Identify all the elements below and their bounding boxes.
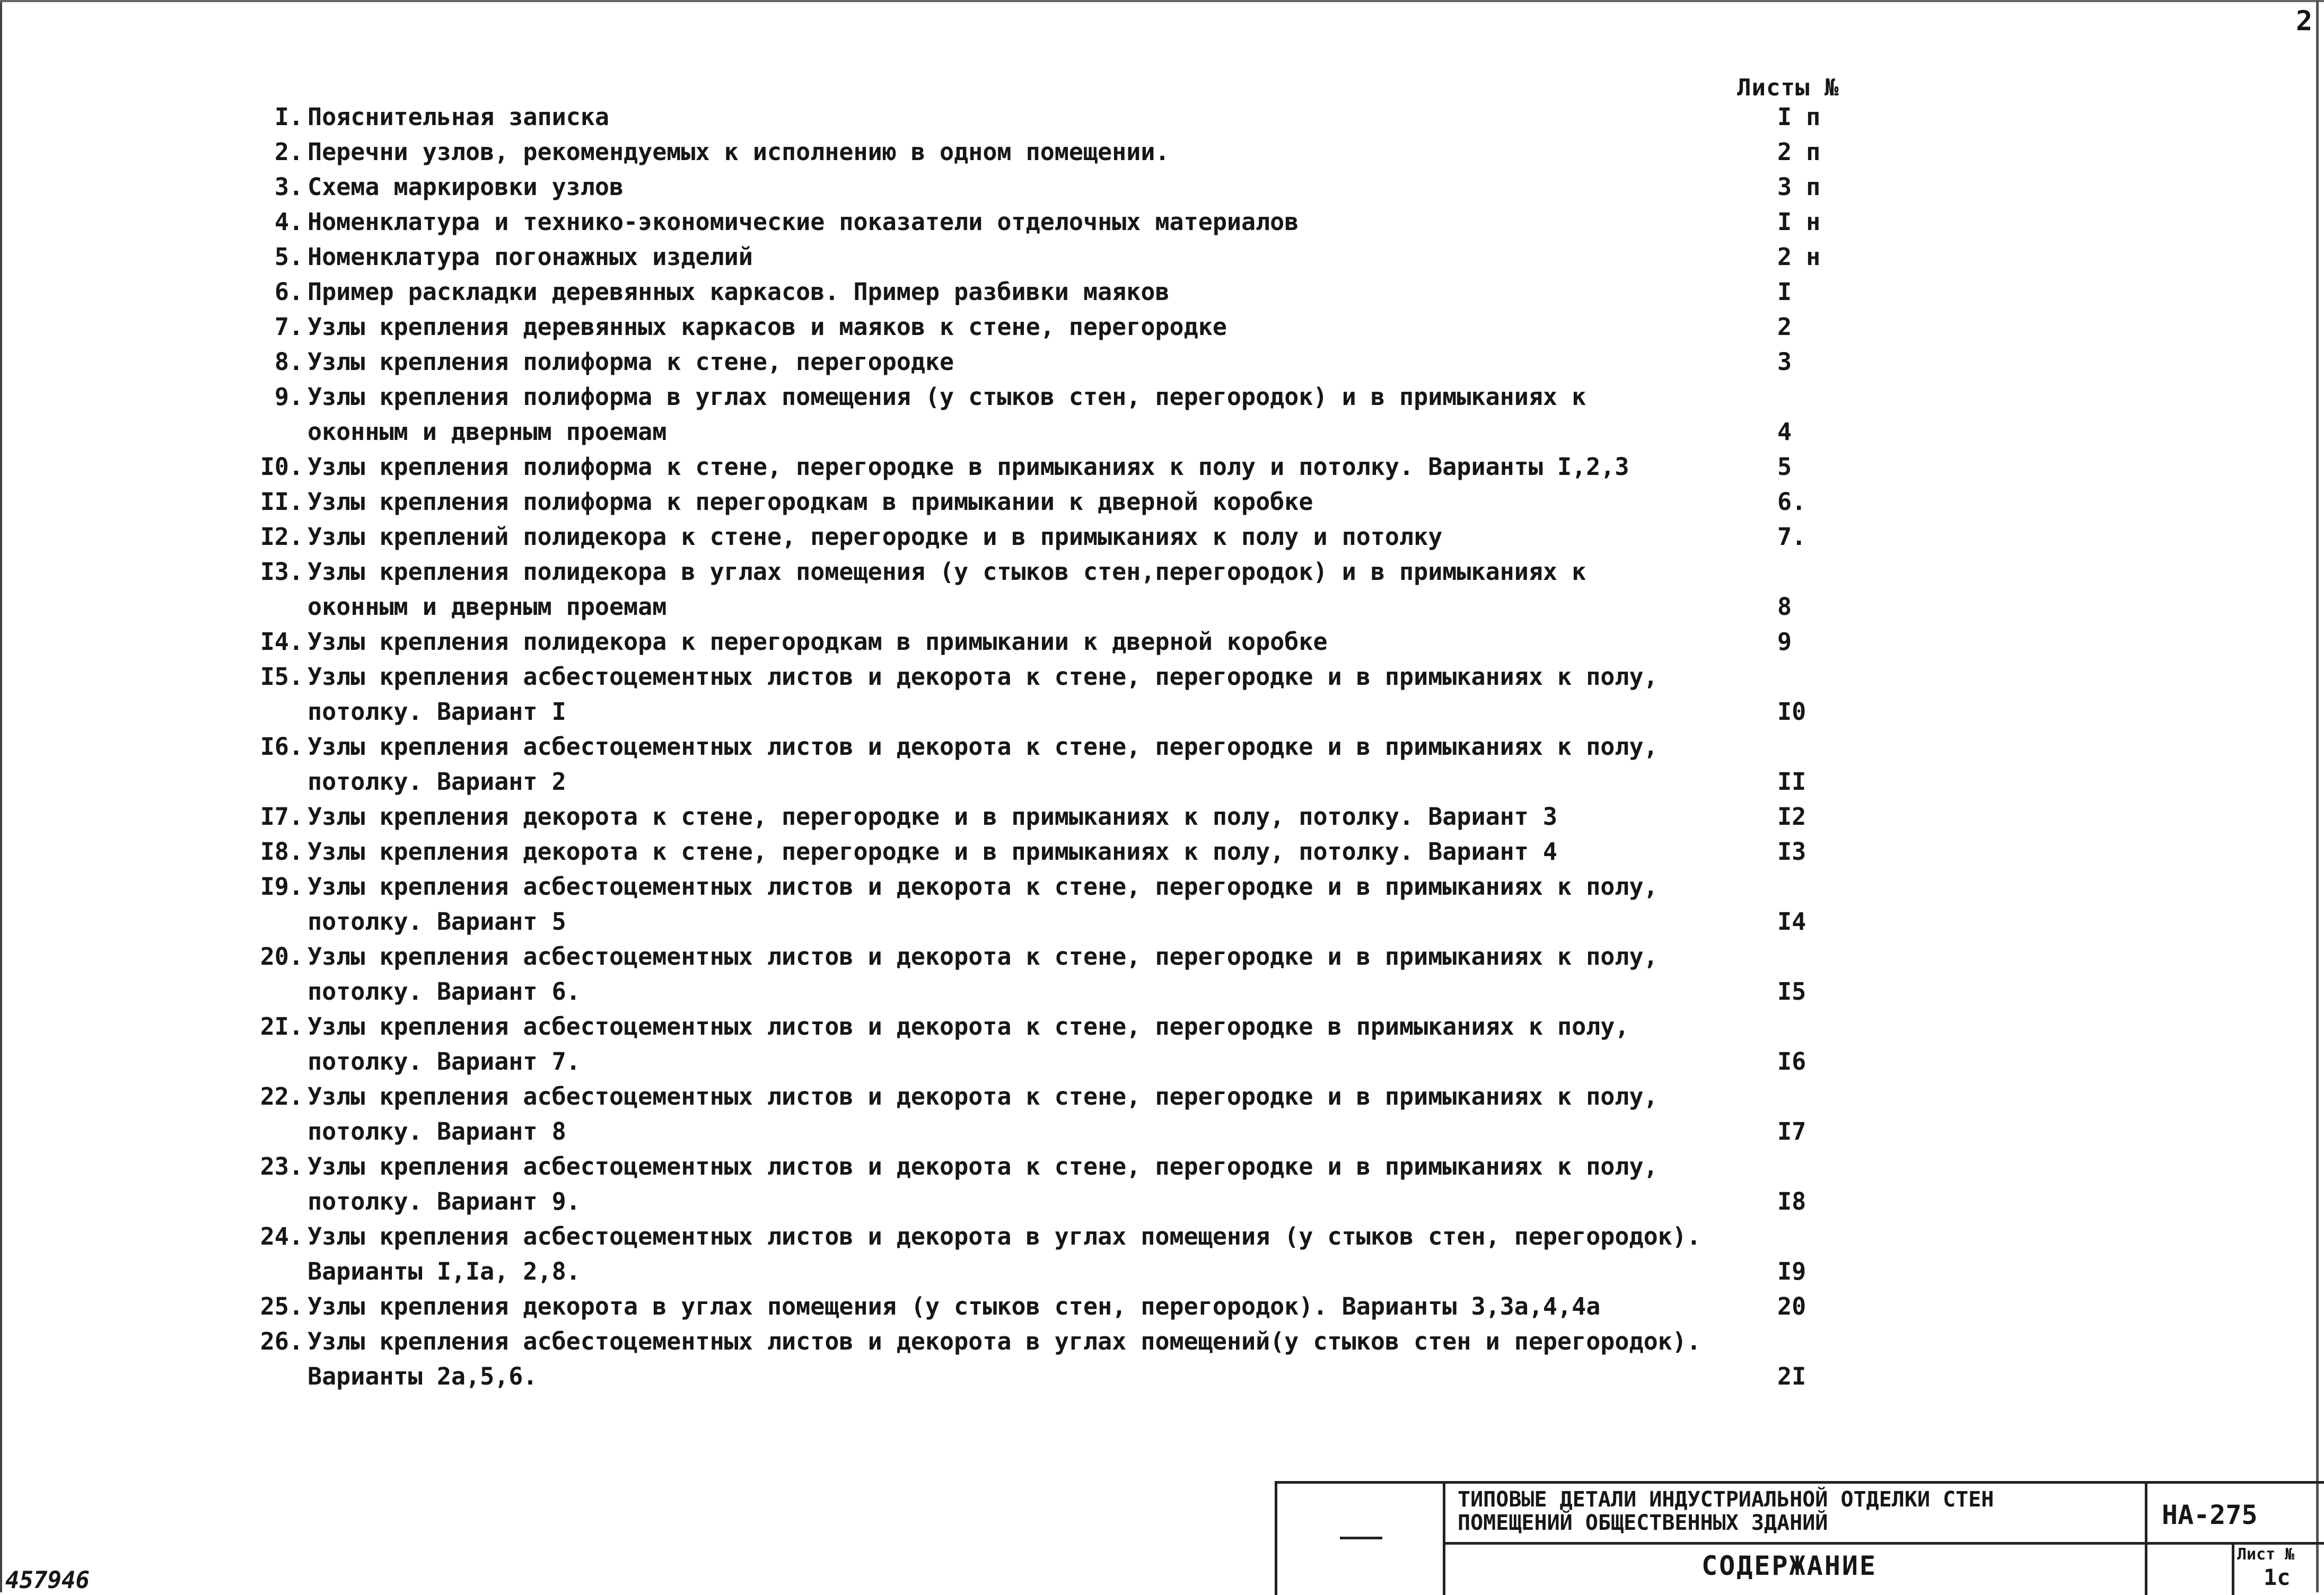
toc-entry-text: потолку. Вариант 8 [308,1117,566,1145]
toc-entry-text: Узлы крепления асбестоцементных листов и декорота к стене, перегородке и в примыканиях к полу, [308,942,1658,971]
toc-entry-number: 2. [274,138,303,166]
toc-entry-text: Пример раскладки деревянных каркасов. Пример разбивки маяков [308,278,1170,306]
toc-entry [223,205,2206,240]
title-block-divider [1443,1542,2324,1545]
toc-entry [223,310,2206,345]
toc-entry-sheet: I0 [1777,698,1806,726]
title-block-title [1458,1488,1994,1535]
toc-entry-sheet: I п [1777,103,1821,131]
frame-border-right [2316,0,2319,1592]
toc-entry-number: I9. [260,873,303,901]
toc-entry-number: I7. [260,803,303,831]
toc-entry-number: 24. [260,1222,303,1250]
toc-entry-sheet: I6 [1777,1047,1806,1076]
toc-entry-number: 8. [274,348,303,376]
toc-entry [223,240,2206,275]
toc-entry-text: Узлы крепления асбестоцементных листов и декорота к стене, перегородке и в примыканиях к полу, [308,1082,1658,1111]
toc-entry-sheet: I2 [1777,803,1806,831]
frame-border-left [0,0,2,1592]
toc-entry-text: потолку. Вариант 9. [308,1187,581,1215]
toc-entry-text: Узлы крепления деревянных каркасов и маяков к стене, перегородке [308,313,1227,341]
toc-entry-text: потолку. Вариант I [308,698,566,726]
toc-entry-text: потолку. Вариант 2 [308,768,566,796]
toc-entry [223,484,2206,519]
toc-entry-number: 9. [274,383,303,411]
toc-entry-text: Узлы крепления полиформа к стене, перегородке [308,348,954,376]
toc-entry-text: Узлы крепления декорота к стене, перегородке и в примыканиях к полу, потолку. Вариант 4 [308,838,1558,866]
toc-entry-number: 22. [260,1082,303,1111]
toc-entry-text: Узлы крепления асбестоцементных листов и декорота в углах помещения (у стыков стен, перегородок). [308,1222,1701,1250]
toc-entry-text: потолку. Вариант 6. [308,977,581,1006]
title-block-divider [2145,1484,2147,1595]
toc-entry-number: 26. [260,1327,303,1355]
toc-entry-sheet: I7 [1777,1117,1806,1145]
toc-entry-text: оконным и дверным проемам [308,418,667,446]
toc-entry [223,869,2206,939]
title-block-title-line: ПОМЕЩЕНИЙ ОБЩЕСТВЕННЫХ ЗДАНИЙ [1458,1511,1828,1535]
toc-entry [223,624,2206,659]
toc-entry-number: I6. [260,733,303,761]
toc-entry-sheet: 3 [1777,348,1792,376]
toc-entry-number: 4. [274,208,303,236]
toc-entry-text: потолку. Вариант 5 [308,907,566,936]
toc-entry-text: Узлы крепления асбестоцементных листов и декорота к стене, перегородке и в примыканиях к полу, [308,873,1658,901]
toc-entry [223,100,2206,135]
toc-entry [223,135,2206,170]
toc-entry-number: I. [274,103,303,131]
toc-entry-sheet: I9 [1777,1257,1806,1285]
toc-entry-text: Пояснительная записка [308,103,609,131]
toc-entry-text: Номенклатура погонажных изделий [308,243,753,271]
title-block-subtitle: СОДЕРЖАНИЕ [1702,1550,1878,1581]
toc-entry-number: I8. [260,838,303,866]
toc-entry-number: 7. [274,313,303,341]
toc-entry-sheet: 20 [1777,1292,1806,1320]
toc-entry [223,799,2206,834]
toc-entry [223,554,2206,624]
toc-entry-sheet: 5 [1777,453,1792,481]
table-of-contents [223,100,2206,1394]
toc-entry-text: Узлы крепления полиформа в углах помещения (у стыков стен, перегородок) и в примыканиях к [308,383,1586,411]
toc-entry-number: I2. [260,523,303,551]
toc-entry [223,1009,2206,1079]
toc-entry-number: 5. [274,243,303,271]
toc-entry-text: Перечни узлов, рекомендуемых к исполнению в одном помещении. [308,138,1170,166]
toc-entry-number: I5. [260,663,303,691]
toc-entry-text: Схема маркировки узлов [308,173,624,201]
toc-entry [223,729,2206,799]
toc-entry-text: Варианты 2а,5,6. [308,1362,538,1390]
toc-entry-sheet: 2 н [1777,243,1821,271]
toc-entry-number: I4. [260,628,303,656]
toc-entry-sheet: 3 п [1777,173,1821,201]
sheet-number-value: 1с [2264,1564,2291,1590]
toc-entry [223,1289,2206,1324]
toc-entry [223,1149,2206,1219]
toc-entry [223,1219,2206,1289]
toc-entry-sheet: I4 [1777,907,1806,936]
toc-entry-sheet: I [1777,278,1792,306]
toc-entry-text: Узлы крепления полидекора в углах помещения (у стыков стен,перегородок) и в примыканиях к [308,558,1586,586]
title-block-divider [1443,1484,1445,1595]
sheet-number-label: Лист № [2237,1545,2295,1564]
toc-entry-sheet: I3 [1777,838,1806,866]
toc-entry-number: 3. [274,173,303,201]
sheets-column-header: Листы № [1737,74,1839,101]
toc-entry-number: II. [260,488,303,516]
toc-entry-text: Узлы крепления полидекора к перегородкам в примыкании к дверной коробке [308,628,1328,656]
toc-entry-sheet: 2 [1777,313,1792,341]
toc-entry-sheet: 2 п [1777,138,1821,166]
toc-entry [223,345,2206,380]
toc-entry-text: Узлы крепления асбестоцементных листов и декорота к стене, перегородке и в примыканиях к полу, [308,1152,1658,1180]
toc-entry-text: Узлы крепления асбестоцементных листов и декорота к стене, перегородке в примыканиях к полу, [308,1012,1629,1041]
toc-entry-text: Узлы крепления асбестоцементных листов и декорота к стене, перегородке и в примыканиях к полу, [308,663,1658,691]
toc-entry [223,450,2206,484]
toc-entry-sheet: 2I [1777,1362,1806,1390]
toc-entry-sheet: 4 [1777,418,1792,446]
title-block [1275,1481,2324,1595]
toc-entry [223,1324,2206,1394]
toc-entry-number: 25. [260,1292,303,1320]
toc-entry [223,659,2206,729]
toc-entry-sheet: II [1777,768,1806,796]
page-corner-number: 2 [2296,5,2313,37]
toc-entry-number: 23. [260,1152,303,1180]
toc-entry-text: Узлы крепления полиформа к стене, перегородке в примыканиях к полу и потолку. Варианты I,2,3 [308,453,1629,481]
toc-entry-number: 6. [274,278,303,306]
toc-entry [223,519,2206,554]
toc-entry-text: оконным и дверным проемам [308,593,667,621]
toc-entry-text: Узлы крепления декорота в углах помещения (у стыков стен, перегородок). Варианты 3,3а,4,4а [308,1292,1601,1320]
toc-entry-sheet: 6. [1777,488,1806,516]
toc-entry-sheet: 8 [1777,593,1792,621]
toc-entry-number: I3. [260,558,303,586]
toc-entry-text: потолку. Вариант 7. [308,1047,581,1076]
toc-entry-text: Узлы крепления асбестоцементных листов и декорота в углах помещений(у стыков стен и перегородок). [308,1327,1701,1355]
toc-entry-text: Узлы крепления декорота к стене, перегородке и в примыканиях к полу, потолку. Вариант 3 [308,803,1558,831]
toc-entry-text: Узлы креплений полидекора к стене, перегородке и в примыканиях к полу и потолку [308,523,1443,551]
title-block-divider [2232,1543,2234,1595]
toc-entry-number: I0. [260,453,303,481]
toc-entry [223,834,2206,869]
toc-entry [223,939,2206,1009]
frame-border-top [0,0,2324,2]
toc-entry [223,275,2206,310]
toc-entry-sheet: 9 [1777,628,1792,656]
title-block-title-line: ТИПОВЫЕ ДЕТАЛИ ИНДУСТРИАЛЬНОЙ ОТДЕЛКИ СТЕН [1458,1487,1994,1512]
document-code: НА-275 [2162,1500,2258,1530]
title-block-dash [1340,1537,1382,1539]
toc-entry [223,170,2206,205]
toc-entry-text: Узлы крепления полиформа к перегородкам в примыкании к дверной коробке [308,488,1313,516]
toc-entry-sheet: I5 [1777,977,1806,1006]
toc-entry-sheet: I н [1777,208,1821,236]
inventory-number: 457946 [5,1567,90,1594]
toc-entry-text: Варианты I,Iа, 2,8. [308,1257,581,1285]
toc-entry [223,380,2206,450]
toc-entry-number: 20. [260,942,303,971]
toc-entry [223,1079,2206,1149]
toc-entry-sheet: 7. [1777,523,1806,551]
toc-entry-text: Узлы крепления асбестоцементных листов и декорота к стене, перегородке и в примыканиях к полу, [308,733,1658,761]
toc-entry-text: Номенклатура и технико-экономические показатели отделочных материалов [308,208,1299,236]
toc-entry-number: 2I. [260,1012,303,1041]
toc-entry-sheet: I8 [1777,1187,1806,1215]
